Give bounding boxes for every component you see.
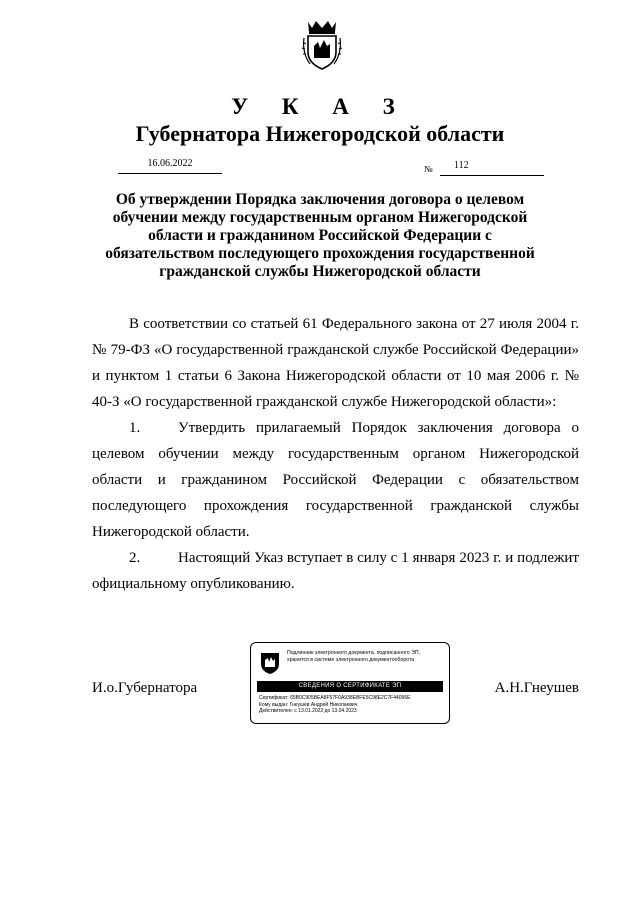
document-subtitle: Губернатора Нижегородской области xyxy=(135,121,505,146)
item-number: 1. xyxy=(129,420,141,436)
item-text: Настоящий Указ вступает в силу с 1 января 2023 г. и подлежит официальному опубликованию. xyxy=(92,550,579,592)
date-underline xyxy=(118,173,222,174)
coat-of-arms-icon xyxy=(259,651,281,675)
cert-validity: Действителен: с 13.01.2022 до 13.04.2023 xyxy=(259,708,357,714)
signer-name: А.Н.Гнеушев xyxy=(494,680,579,696)
decree-number: 112 xyxy=(454,160,469,171)
stamp-header xyxy=(287,650,445,664)
coat-of-arms-icon xyxy=(300,18,344,72)
stamp-title-bar: СВЕДЕНИЯ О СЕРТИФИКАТЕ ЭП xyxy=(257,681,443,692)
item-number: 2. xyxy=(129,550,141,566)
number-sign: № xyxy=(424,164,433,174)
stamp-cert-info xyxy=(259,695,445,715)
item-text: Утвердить прилагаемый Порядок заключения договора о целевом обучении между государственным органом Нижегородской области и гражданином Российской Федерации с обязательством последующего прохождения государственной гражданской службы Нижегородской области. xyxy=(92,420,579,540)
signer-position: И.о.Губернатора xyxy=(92,680,198,696)
number-underline xyxy=(440,175,544,176)
list-item xyxy=(92,545,579,597)
list-item xyxy=(92,415,579,545)
e-signature-stamp xyxy=(250,642,450,724)
document-title: У К А З xyxy=(231,94,409,119)
preamble-paragraph: В соответствии со статьей 61 Федерального закона от 27 июля 2004 г. № 79-ФЗ «О государственной гражданской службе Российской Федерации» и пунктом 1 статьи 6 Закона Нижегородской области от 10 мая 2006 г. № 40-З «О государственной гражданской службе Нижегородской области»: xyxy=(92,316,579,410)
cert-owner: Кому выдан: Гнеушев Андрей Николаевич xyxy=(259,701,358,708)
stamp-line: хранится в системе электронного документооборота xyxy=(287,657,415,663)
decree-body xyxy=(92,311,579,597)
decree-date: 16.06.2022 xyxy=(147,158,193,169)
decree-heading: Об утверждении Порядка заключения договора о целевом обучении между государственным органом Нижегородской области и гражданином Российской Федерации с обязательством последующего прохождения государственной гражданской службы Нижегородской области xyxy=(105,191,535,280)
cert-number: Сертификат: 65B0C905BEA8F57F0A938EBFE5C98E2C7F44096E xyxy=(259,695,411,701)
stamp-line: Подлинник электронного документа, подписанного ЭП, xyxy=(287,650,421,656)
